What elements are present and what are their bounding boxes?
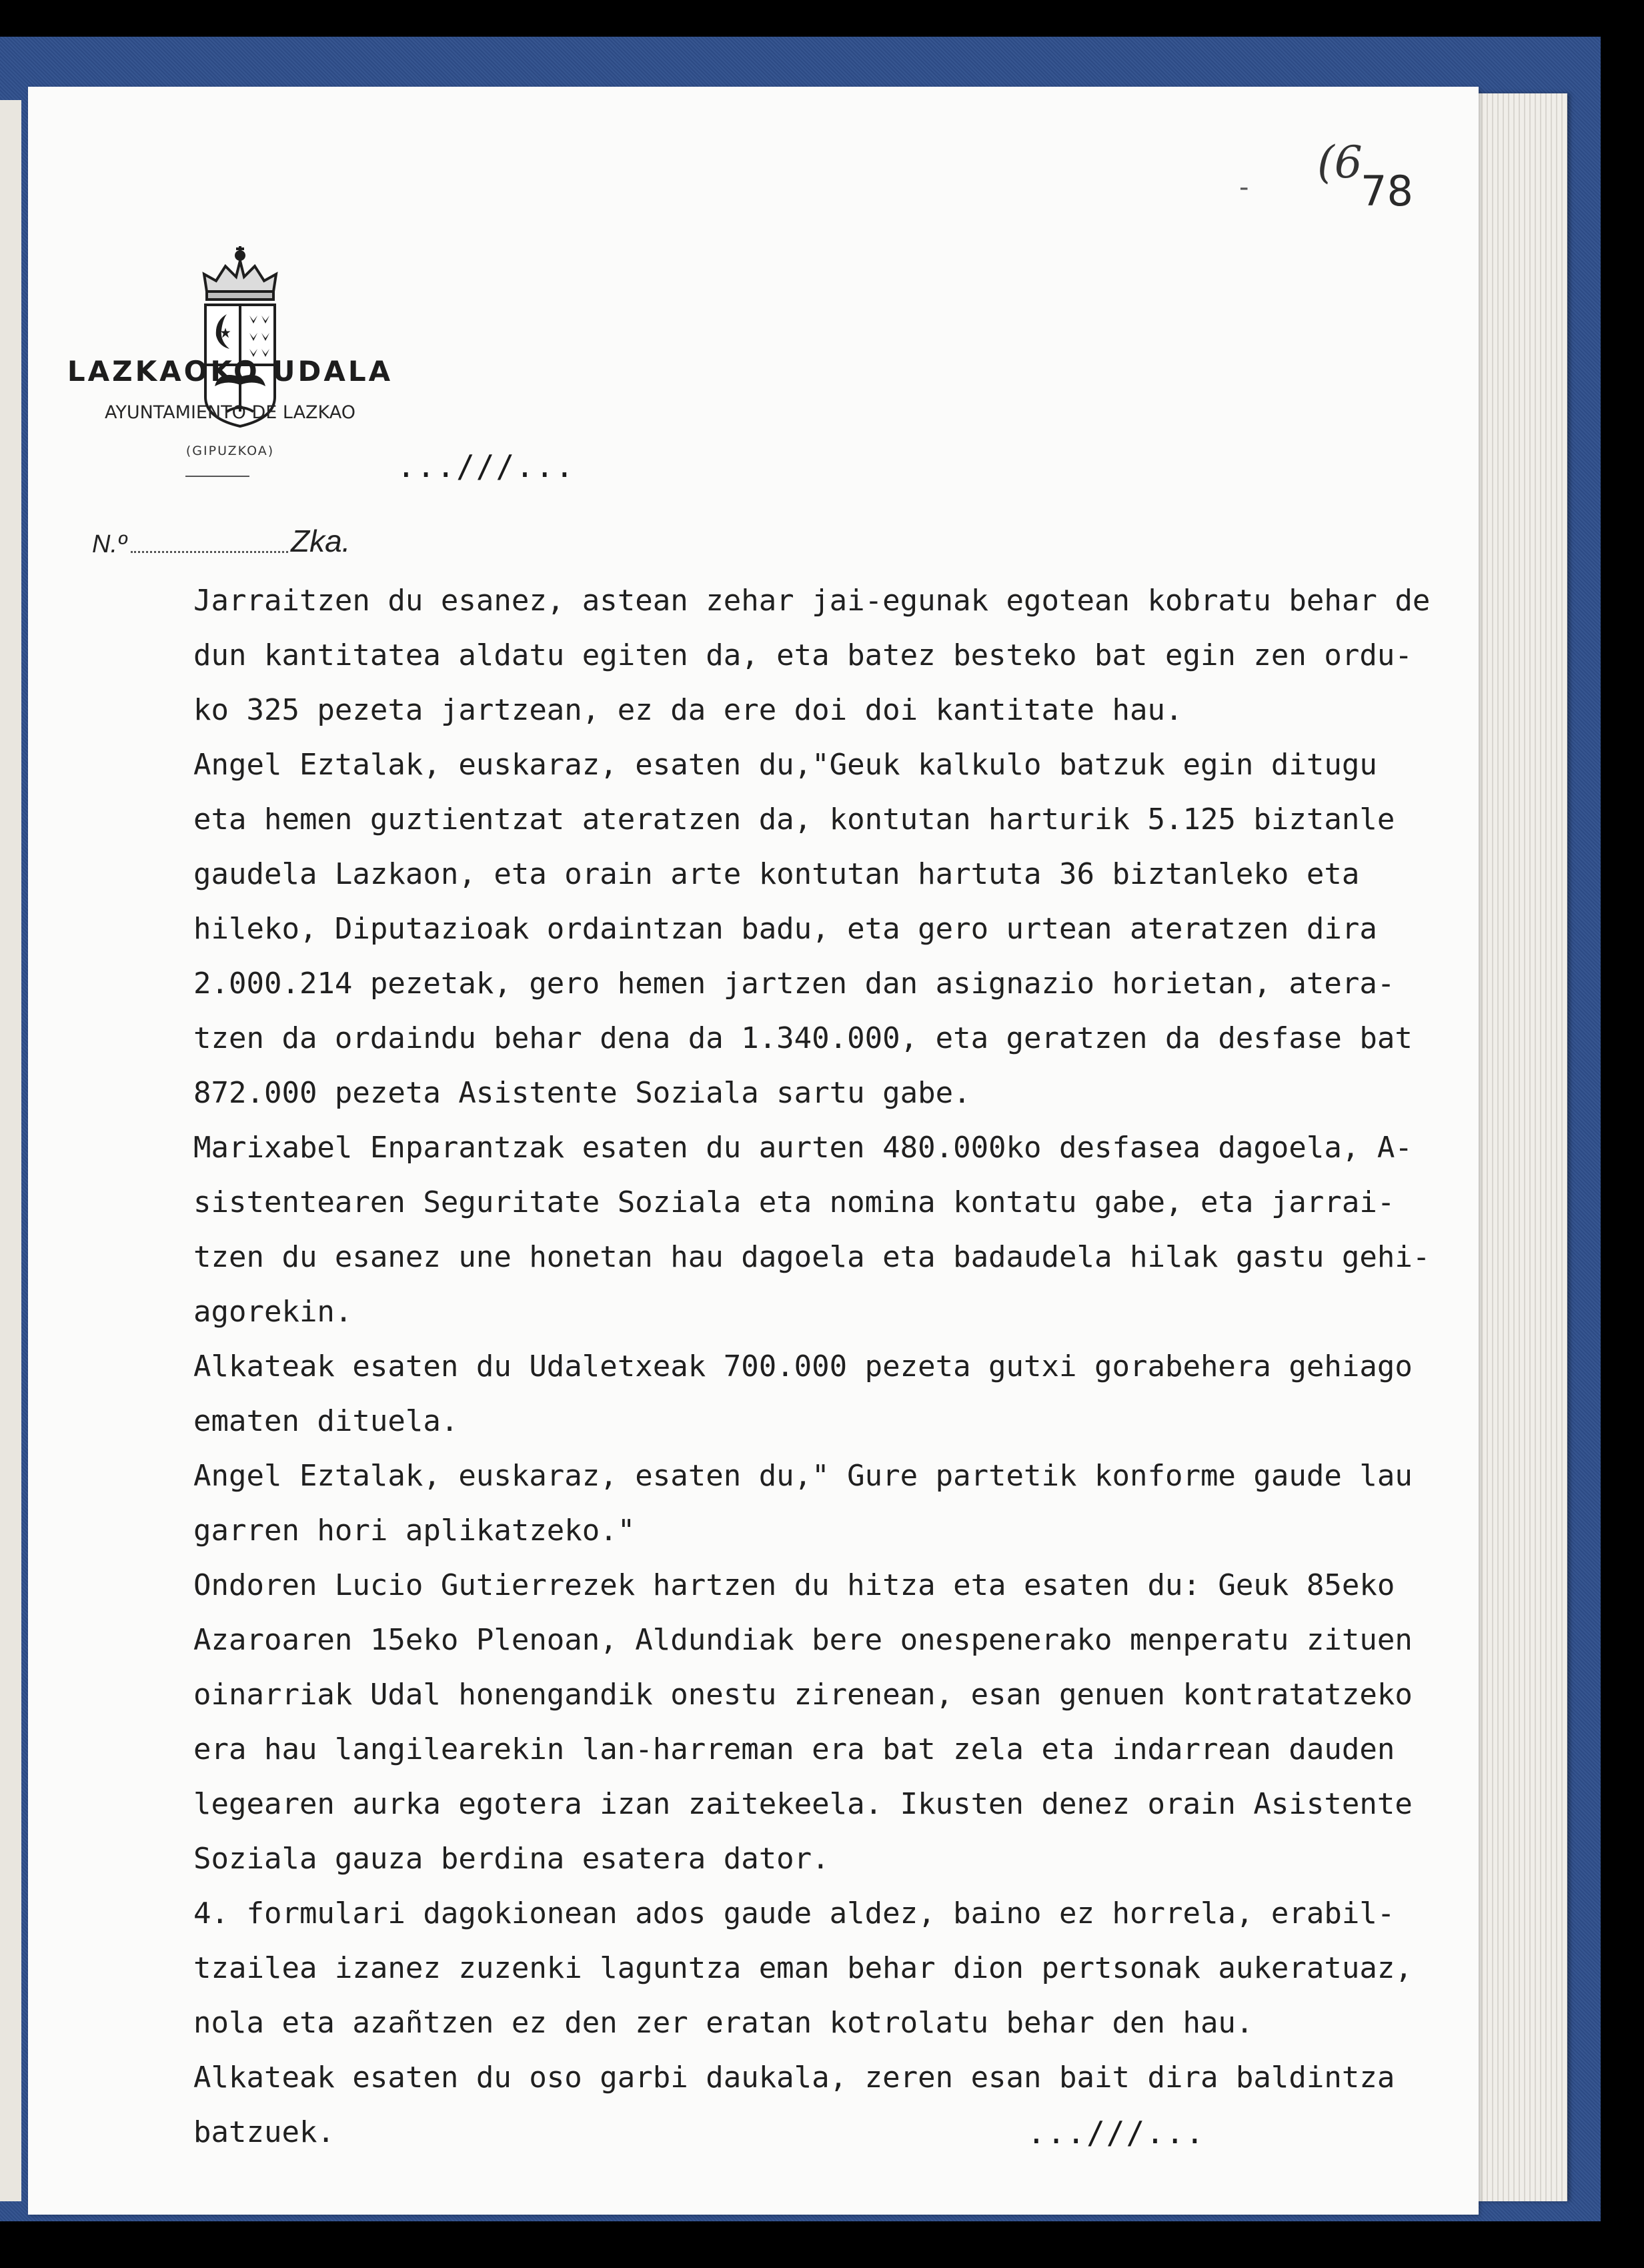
body-line: tzen du esanez une honetan hau dagoela eta badaudela hilak gastu gehi- <box>193 1240 1431 1274</box>
organization-subtitle: AYUNTAMIENTO DE LAZKAO <box>104 402 356 423</box>
body-line: Alkateak esaten du oso garbi daukala, zeren esan bait dira baldintza <box>193 2061 1395 2095</box>
continuation-mark-top: ...///... <box>397 448 576 484</box>
continuation-mark-bottom: ...///... <box>1027 2115 1206 2151</box>
body-line: gaudela Lazkaon, eta orain arte kontutan hartuta 36 biztanleko eta <box>193 857 1360 891</box>
crown-icon <box>204 246 276 300</box>
left-page-edge <box>0 100 21 2201</box>
body-line: oinarriak Udal honengandik onestu zirenean, esan genuen kontratatzeko <box>193 1678 1413 1712</box>
body-line: Angel Eztalak, euskaraz, esaten du," Gure partetik konforme gaude lau <box>193 1459 1413 1493</box>
number-suffix: Zka. <box>291 524 351 558</box>
body-line: Ondoren Lucio Gutierrezek hartzen du hitza eta esaten du: Geuk 85eko <box>193 1568 1395 1602</box>
body-line: ematen dituela. <box>193 1404 459 1438</box>
body-line: Azaroaren 15eko Plenoan, Aldundiak bere onespenerako menperatu zituen <box>193 1623 1413 1657</box>
body-line: nola eta azañtzen ez den zer eratan kotrolatu behar den hau. <box>193 2006 1254 2040</box>
body-line: tzailea izanez zuzenki laguntza eman behar dion pertsonak aukeratuaz, <box>193 1951 1413 1985</box>
body-line: hileko, Diputazioak ordaintzan badu, eta gero urtean ateratzen dira <box>193 912 1377 946</box>
body-line: agorekin. <box>193 1295 353 1329</box>
number-label: N.º <box>92 530 127 558</box>
document-body <box>193 574 1494 2160</box>
body-line: Soziala gauza berdina esatera dator. <box>193 1842 830 1876</box>
handwritten-mark: (6 <box>1317 137 1363 188</box>
body-line: era hau langilearekin lan-harreman era bat zela eta indarrean dauden <box>193 1732 1395 1766</box>
body-line: 2.000.214 pezetak, gero hemen jartzen dan asignazio horietan, atera- <box>193 967 1395 1001</box>
body-line: tzen da ordaindu behar dena da 1.340.000, eta geratzen da desfase bat <box>193 1021 1413 1055</box>
body-line: Jarraitzen du esanez, astean zehar jai-egunak egotean kobratu behar de <box>193 584 1431 618</box>
divider <box>185 476 249 477</box>
number-dotted-line <box>131 551 288 553</box>
body-line: garren hori aplikatzeko." <box>193 1514 636 1548</box>
body-line: dun kantitatea aldatu egiten da, eta batez besteko bat egin zen ordu- <box>193 638 1413 672</box>
body-line: Angel Eztalak, euskaraz, esaten du,"Geuk kalkulo batzuk egin ditugu <box>193 748 1377 782</box>
folio-dash: - <box>1239 172 1249 203</box>
organization-name: LAZKAOKO UDALA <box>67 355 393 388</box>
body-line: 4. formulari dagokionean ados gaude aldez, baino ez horrela, erabil- <box>193 1896 1395 1930</box>
body-line: batzuek. <box>193 2115 335 2149</box>
folio-number: 78 <box>1361 167 1413 215</box>
organization-region: (GIPUZKOA) <box>185 444 275 458</box>
body-line: legearen aurka egotera izan zaitekeela. Ikusten denez orain Asistente <box>193 1787 1413 1821</box>
body-line: 872.000 pezeta Asistente Soziala sartu gabe. <box>193 1076 971 1110</box>
body-line: Marixabel Enparantzak esaten du aurten 480.000ko desfasea dagoela, A- <box>193 1131 1413 1165</box>
body-line: Alkateak esaten du Udaletxeak 700.000 pezeta gutxi gorabehera gehiago <box>193 1349 1413 1383</box>
body-line: eta hemen guztientzat ateratzen da, kontutan harturik 5.125 biztanle <box>193 802 1395 836</box>
body-line: ko 325 pezeta jartzean, ez da ere doi doi kantitate hau. <box>193 693 1183 727</box>
body-line: sistentearen Seguritate Soziala eta nomina kontatu gabe, eta jarrai- <box>193 1185 1395 1219</box>
